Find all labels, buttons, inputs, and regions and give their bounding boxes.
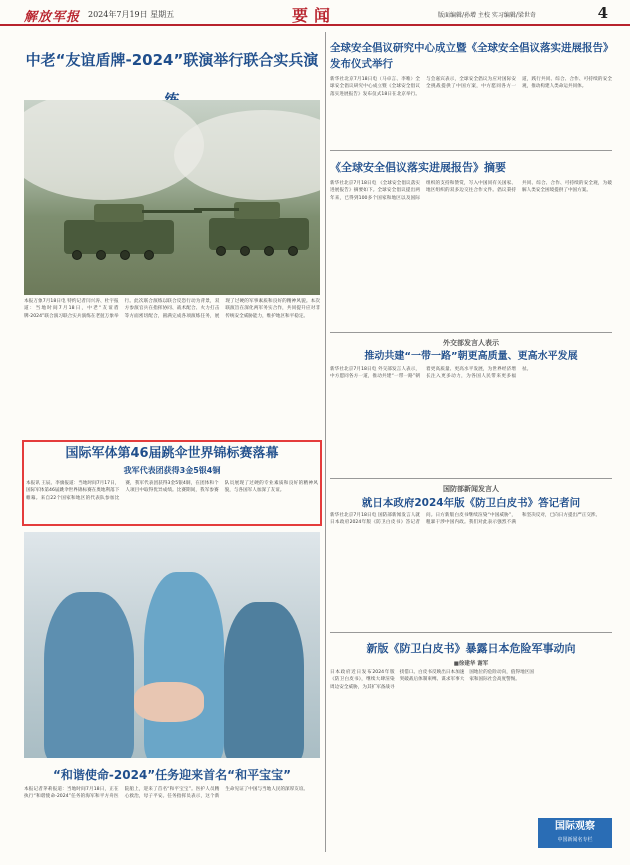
- section-rule: [330, 478, 612, 479]
- medic-figure: [224, 602, 304, 758]
- article-kicker: 国防部新闻发言人: [443, 485, 499, 493]
- exercise-photo: [24, 100, 320, 295]
- article-body: 新华社北京7月18日电 《全球安全倡议落实进展报告》摘要如下。全球安全倡议提出两年来，已得到100多个国家和地区以及国际组织的支持和赞赏，写入中国同有关国家、地区组织的双多边交往合作文件。倡议秉持共同、综合、合作、可持续的安全观，为破解人类安全困境提供了中国方案。: [330, 181, 612, 201]
- editor-credits: 版面编辑/孙增 主校 实习编辑/梁世奇: [438, 12, 536, 19]
- section-rule: [330, 332, 612, 333]
- hospital-ship-photo: [24, 532, 320, 758]
- medic-figure: [44, 592, 134, 758]
- vehicle-wheel: [264, 246, 274, 256]
- vehicle-barrel: [142, 210, 202, 213]
- vehicle-wheel: [72, 250, 82, 260]
- vehicle-wheel: [216, 246, 226, 256]
- article-body: 本报讯 王辰、李旗报道：当地时间7月17日，国际军体第46届跳伞世界锦标赛在奥地利落下帷幕。来自22个国家和地区的代表队参加比赛，我军代表团获得3金5银4铜，在团体和个人项目中取得优异成绩。比赛期间，我军参赛队员展现了过硬的专业素质和良好的精神风貌，与各国军人加深了友谊。: [26, 481, 318, 501]
- article-peace-ark: [24, 764, 320, 850]
- article-body: 新华社北京7月18日电 国防部新闻发言人就日本政府2024年版《防卫白皮书》答记者问。日方新版白皮书继续渲染“中国威胁”，粗暴干涉中国内政。我们对此表示强烈不满和坚决反对，已向日方提出严正交涉。: [330, 513, 601, 526]
- article-headline: 《全球安全倡议落实进展报告》摘要: [330, 161, 506, 174]
- vehicle-wheel: [96, 250, 106, 260]
- vehicle-wheel: [240, 246, 250, 256]
- issue-date: 2024年7月19日 星期五: [88, 10, 175, 19]
- article-security-center: [330, 40, 612, 156]
- armored-vehicle: [64, 220, 174, 254]
- article-japan-commentary: [330, 638, 612, 809]
- vehicle-barrel: [194, 208, 239, 211]
- article-headline: “和谐使命-2024”任务迎来首名“和平宝宝”: [53, 768, 291, 782]
- section-rule: [330, 632, 612, 633]
- article-defense-whitepaper-qa: [330, 484, 612, 630]
- article-headline: 全球安全倡议研究中心成立暨《全球安全倡议落实进展报告》发布仪式举行: [330, 42, 609, 70]
- article-parachute: [26, 444, 318, 524]
- article-report-summary: [330, 156, 612, 330]
- article-headline: 就日本政府2024年版《防卫白皮书》答记者问: [361, 497, 581, 509]
- article-joint-exercise: [24, 40, 320, 80]
- vehicle-turret: [94, 204, 144, 222]
- column-promo: [538, 818, 612, 848]
- article-headline: 新版《防卫白皮书》暴露日本危险军事动向: [366, 642, 576, 655]
- article-headline: 国际军体第46届跳伞世界锦标赛落幕: [65, 446, 279, 461]
- vehicle-wheel: [144, 250, 154, 260]
- newborn-figure: [134, 682, 204, 722]
- promo-title: 国际观察: [555, 821, 595, 832]
- article-body: 本报记者茅莉报道：当地时间7月18日，正在执行“和谐使命-2024”任务的海军和平方舟医院船上，迎来了首名“和平宝宝”。医护人员精心救治，母子平安。任务指挥员表示，这个新生命见证了中国与当地人民的深厚友谊。: [24, 787, 309, 800]
- vehicle-wheel: [120, 250, 130, 260]
- section-title: 要闻: [292, 6, 337, 25]
- newspaper-logo: 解放军报: [24, 10, 81, 25]
- article-belt-road: [330, 338, 612, 470]
- vehicle-wheel: [288, 246, 298, 256]
- section-rule: [330, 150, 612, 151]
- article-body: 新华社北京7月18日电 外交部发言人表示，中方愿同各方一道，推动共建“一带一路”朝着更高质量、更高水平发展，为世界经济增长注入更多动力，为各国人民带来更多福祉。: [330, 367, 532, 380]
- article-body: 日本政府近日发布2024年版《防卫白皮书》，继续大肆渲染周边安全威胁，为其扩军备战寻找借口。白皮书反映出日本加速突破战后体制束缚、谋求军事大国地位的危险动向，值得地区国家和国际社会高度警惕。: [330, 670, 534, 690]
- article-body: 新华社北京7月18日电（马卓言、李唯）全球安全倡议研究中心成立暨《全球安全倡议落实进展报告》发布仪式18日在北京举行。与会嘉宾表示，全球安全倡议为应对国际安全挑战提供了中国方案，中方愿同各方一道，践行共同、综合、合作、可持续的安全观，推动构建人类命运共同体。: [330, 77, 612, 97]
- medic-figure: [144, 572, 224, 758]
- masthead: [0, 0, 630, 26]
- article-kicker: 外交部发言人表示: [443, 339, 499, 347]
- article-headline: 推动共建“一带一路”朝更高质量、更高水平发展: [364, 351, 578, 362]
- promo-subtitle: 中国新闻名专栏: [557, 837, 593, 843]
- article-subhead: 我军代表团获得3金5银4铜: [123, 466, 221, 475]
- article-body: 本报万象7月18日电 特约记者闫兴涛、杜宇报道：当地时间7月18日，中老“友谊盾牌-2024”联合演习联合实兵演练在老挝万象举行。此次联合演练以联合反恐行动为背景，双方参演官兵在指挥协同、战术配合、火力打击等方面密切配合，圆满完成各项演练任务，展现了过硬的军事素质和良好的精神风貌。本次联演旨在深化两军务实合作，共同提升应对非传统安全威胁能力，维护地区和平稳定。: [24, 299, 320, 319]
- page-number: 4: [597, 4, 608, 22]
- article-byline: ■徐建华 谢军: [453, 661, 489, 667]
- article-headline: 中老“友谊盾牌-2024”联演举行联合实兵演: [25, 51, 319, 69]
- column-divider: [325, 32, 326, 852]
- vehicle-turret: [234, 202, 280, 219]
